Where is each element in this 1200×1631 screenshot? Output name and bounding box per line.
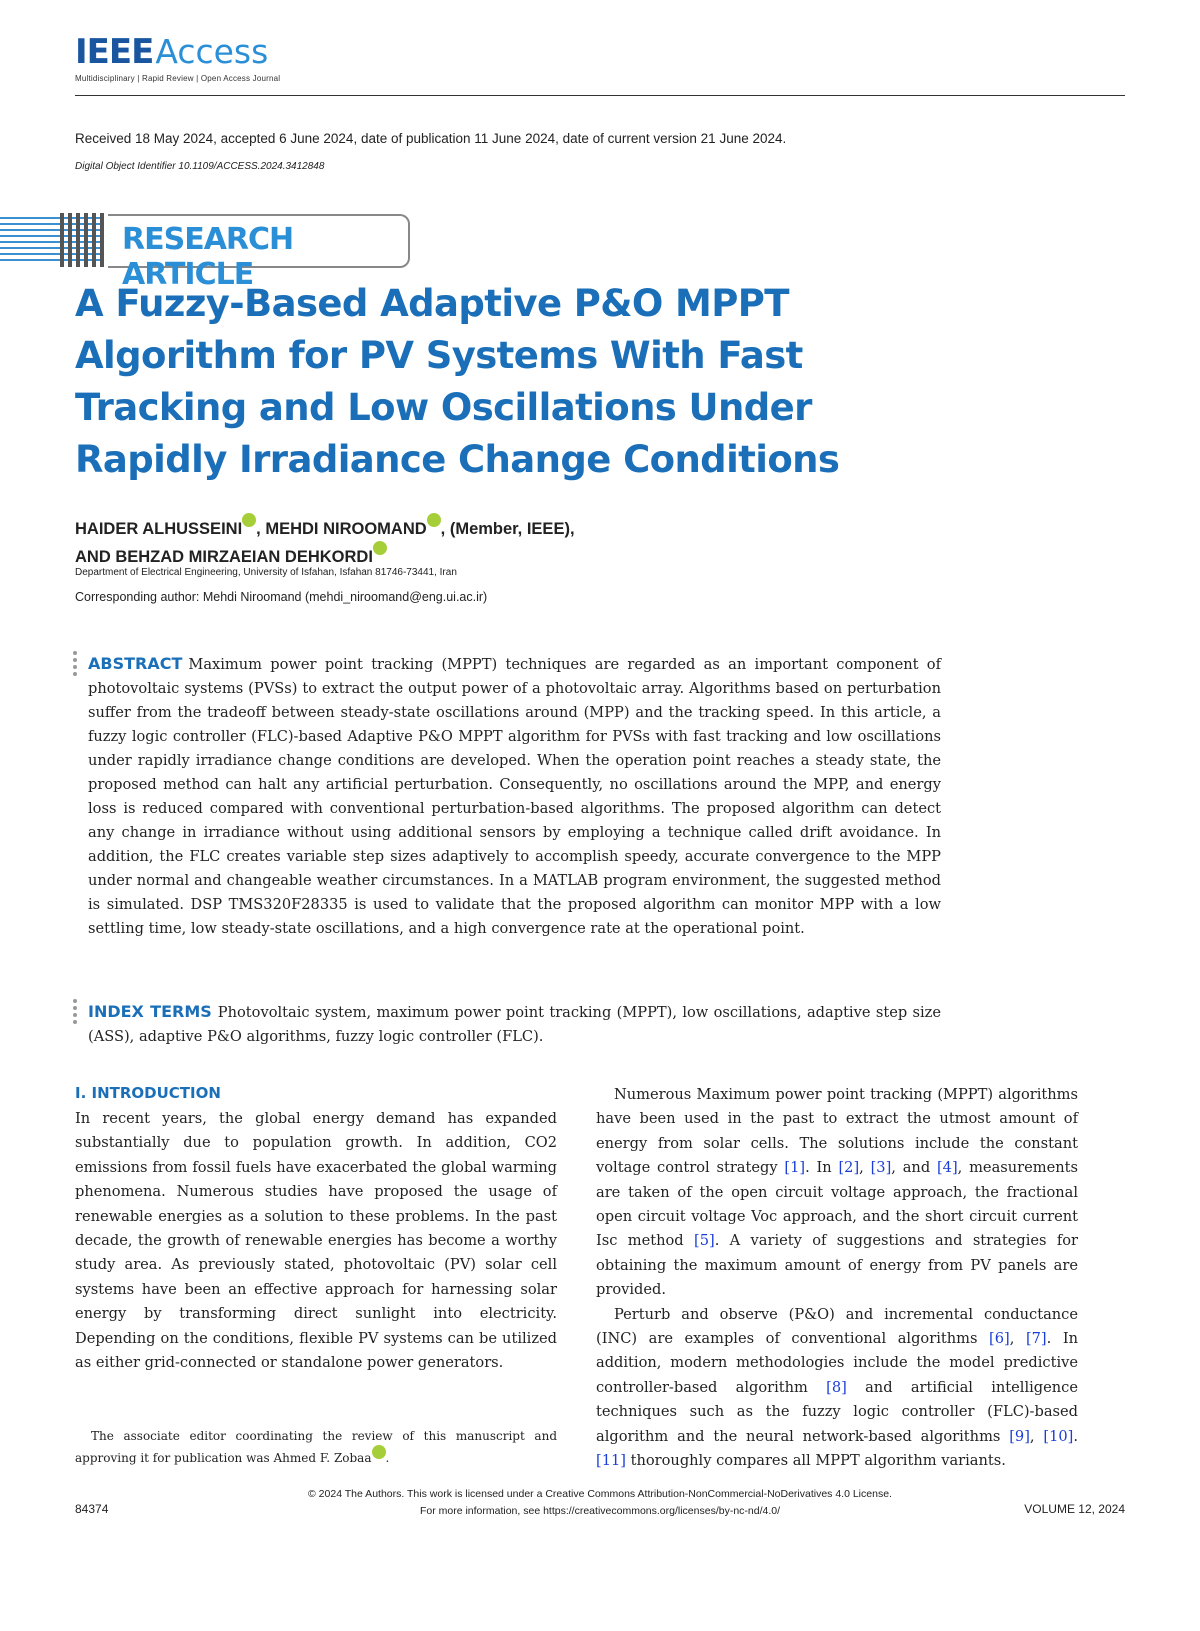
page-number: 84374	[75, 1502, 109, 1516]
logo-access: Access	[155, 32, 269, 71]
citation-link[interactable]: [1]	[784, 1159, 806, 1177]
abstract-label: ABSTRACT	[88, 654, 183, 673]
citation-link[interactable]: [11]	[596, 1452, 626, 1470]
badge-bars	[60, 213, 104, 267]
journal-tagline: Multidisciplinary | Rapid Review | Open Access Journal	[75, 74, 281, 83]
author-3: AND BEHZAD MIRZAEIAN DEHKORDI	[75, 548, 373, 566]
affiliation: Department of Electrical Engineering, University of Isfahan, Isfahan 81746-73441, Iran	[75, 567, 457, 578]
citation-link[interactable]: [4]	[936, 1159, 958, 1177]
logo-ieee: IEEE	[75, 32, 154, 72]
corresponding-author: Corresponding author: Mehdi Niroomand (mehdi_niroomand@eng.ui.ac.ir)	[75, 590, 488, 604]
author-1: HAIDER ALHUSSEINI	[75, 520, 243, 538]
article-type-label: RESEARCH ARTICLE	[122, 222, 294, 292]
index-terms-text: Photovoltaic system, maximum power point tracking (MPPT), low oscillations, adaptive step size (ASS), adaptive P&O algorithms, fuzzy logic controller (FLC).	[88, 1004, 942, 1045]
intro-paragraph-1: In recent years, the global energy demand has expanded substantially due to population growth. In addition, CO2 emissions from fossil fuels have exacerbated the global warming phenomena. Numerous studies have proposed the usage of renewable energies as a solution to these problems. In the past decade, the growth of renewable energies has become a worthy study area. As previously stated, photovoltaic (PV) solar cell systems have been an effective approach for harnessing solar energy by transforming direct sunlight into electricity. Depending on the conditions, flexible PV systems can be utilized as either grid-connected or standalone power generators.	[75, 1110, 557, 1372]
citation-link[interactable]: [2]	[838, 1159, 860, 1177]
doi: Digital Object Identifier 10.1109/ACCESS.2024.3412848	[75, 161, 325, 172]
paper-title: A Fuzzy-Based Adaptive P&O MPPT Algorithm for PV Systems With Fast Tracking and Low Oscillations Under Rapidly Irradiance Change Conditions	[75, 282, 840, 481]
citation-link[interactable]: [5]	[694, 1232, 715, 1250]
received-dates: Received 18 May 2024, accepted 6 June 2024, date of publication 11 June 2024, date of current version 21 June 2024.	[75, 131, 787, 146]
intro-column-2	[596, 1083, 1078, 1474]
index-terms-dots-icon	[73, 999, 78, 1027]
orcid-icon[interactable]	[373, 541, 387, 555]
orcid-icon[interactable]	[242, 513, 256, 527]
orcid-icon[interactable]	[372, 1445, 386, 1459]
orcid-icon[interactable]	[427, 513, 441, 527]
index-terms	[88, 1000, 941, 1049]
article-type-badge	[108, 214, 410, 292]
license-link[interactable]: For more information, see https://creativecommons.org/licenses/by-nc-nd/4.0/	[419, 1505, 781, 1517]
citation-link[interactable]: [9]	[1009, 1427, 1030, 1445]
citation-link[interactable]: [3]	[870, 1159, 892, 1177]
author-list	[75, 515, 975, 571]
volume-info: VOLUME 12, 2024	[1024, 1502, 1125, 1516]
citation-link[interactable]: [7]	[1025, 1330, 1047, 1348]
citation-link[interactable]: [8]	[826, 1378, 847, 1396]
index-terms-label: INDEX TERMS	[88, 1002, 212, 1021]
author-2-membership: , (Member, IEEE),	[440, 520, 575, 538]
editor-footnote: The associate editor coordinating the review of this manuscript and approving it for publication was Ahmed F. Zobaa .	[75, 1429, 557, 1465]
abstract-text: Maximum power point tracking (MPPT) techniques are regarded as an important component of photovoltaic systems (PVSs) to extract the output power of a photovoltaic array. Algorithms based on perturbation suffer from the tradeoff between steady-state oscillations around (MPP) and the tracking speed. In this article, a fuzzy logic controller (FLC)-based Adaptive P&O MPPT algorithm for PVSs with fast tracking and low oscillations under rapidly irradiance change conditions are developed. When the operation point reaches a steady state, the proposed method can halt any artificial perturbation. Consequently, no oscillations around the MPP, and energy loss is reduced compared with conventional perturbation-based algorithms. The proposed algorithm can detect any change in irradiance without using additional sensors by employing a technique called drift avoidance. In addition, the FLC creates variable step sizes adaptively to accomplish speedy, accurate convergence to the MPP under normal and changeable weather circumstances. In a MATLAB program environment, the suggested method is simulated. DSP TMS320F28335 is used to validate that the proposed algorithm can monitor MPP with a low settling time, low steady-state oscillations, and a high convergence rate at the operational point.	[88, 656, 941, 937]
header-divider	[75, 95, 1125, 96]
section-heading: I. INTRODUCTION	[75, 1084, 221, 1102]
abstract	[88, 652, 941, 941]
journal-logo	[75, 32, 268, 72]
intro-paragraph-3: Perturb and observe (P&O) and incremental conductance (INC) are examples of conventional algorithms [6], [7]. In addition, modern methodologies include the model predictive controller-based algorithm [8] and artificial intelligence techniques such as the fuzzy logic controller (FLC)-based algorithm and the neural network-based algorithms [9], [10]. [11] thoroughly compares all MPPT algorithm variants.	[596, 1305, 1079, 1470]
abstract-dots-icon	[73, 651, 78, 679]
citation-link[interactable]: [6]	[989, 1330, 1010, 1348]
citation-link[interactable]: [10]	[1043, 1427, 1074, 1445]
author-2: , MEHDI NIROOMAND	[256, 520, 427, 538]
intro-paragraph-2: Numerous Maximum power point tracking (MPPT) algorithms have been used in the past to extract the utmost amount of energy from solar cells. The solutions include the constant voltage control strategy [1]. In [2], [3], and [4], measurements are taken of the open circuit voltage approach, the fractional open circuit voltage Voc approach, and the short circuit current Isc method [5]. A variety of suggestions and strategies for obtaining the maximum amount of energy from PV panels are provided.	[596, 1086, 1078, 1299]
license-notice: © 2024 The Authors. This work is licensed under a Creative Commons Attribution-NonCommercial-NoDerivatives 4.0 License.	[308, 1488, 892, 1500]
